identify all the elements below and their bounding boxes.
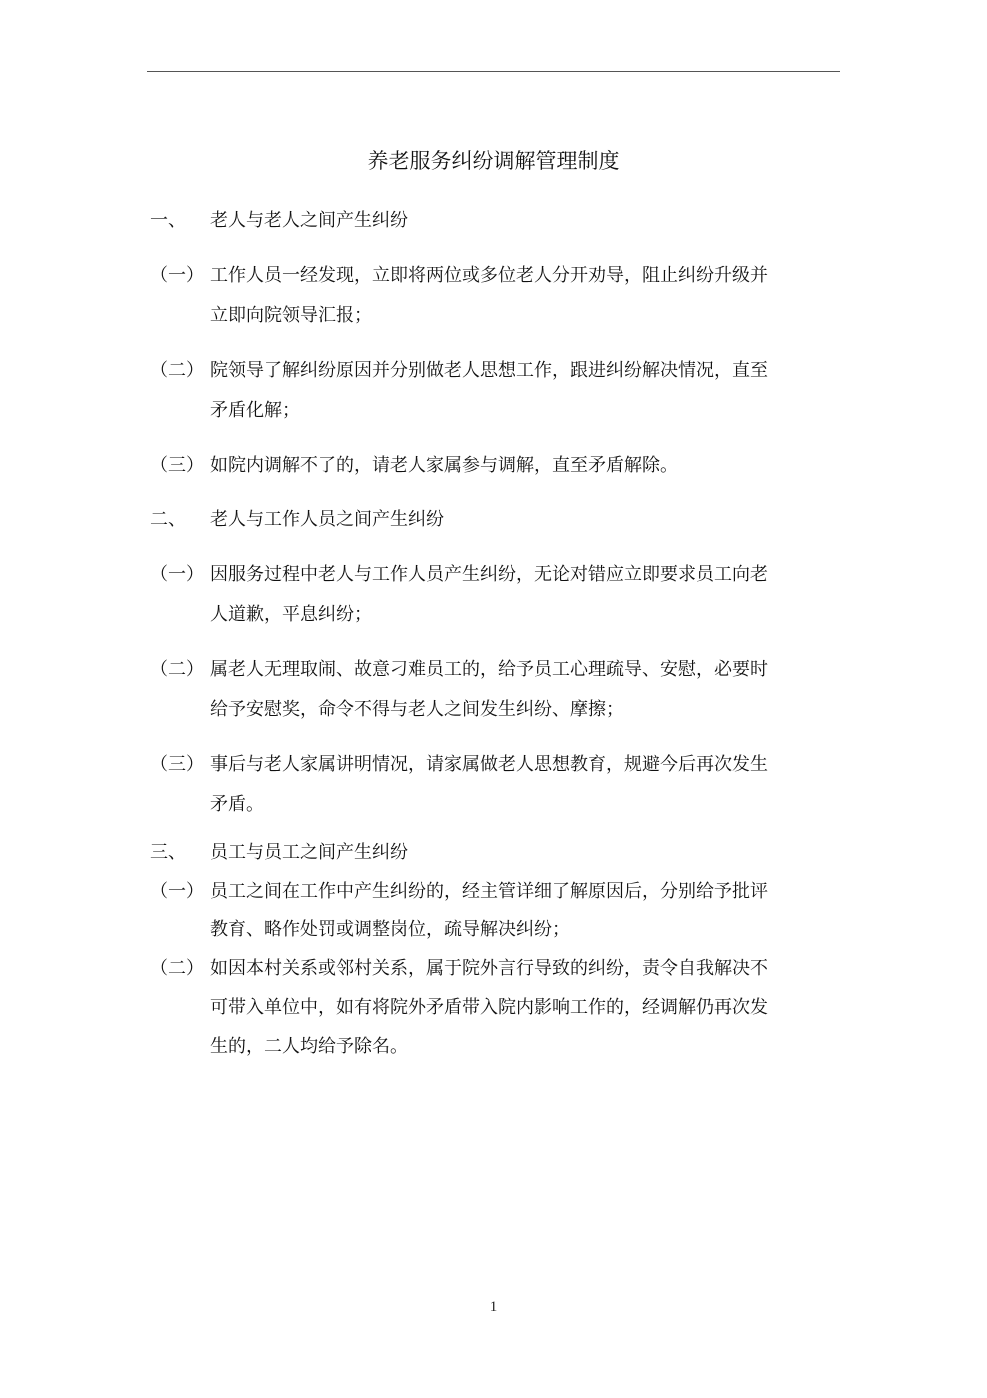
item-line: 员工之间在工作中产生纠纷的，经主管详细了解原因后，分别给予批评 [210,881,768,902]
item-line: 事后与老人家属讲明情况，请家属做老人思想教育，规避今后再次发生 [210,754,768,775]
list-item [150,751,840,819]
item-line: 工作人员一经发现，立即将两位或多位老人分开劝导，阻止纠纷升级并 [210,265,768,286]
item-line: 立即向院领导汇报； [210,305,372,326]
section-number: 三、 [150,842,186,863]
section-heading-2 [150,506,444,534]
item-line: 矛盾化解； [210,400,300,421]
list-item [150,656,840,724]
item-line: 矛盾。 [210,794,264,815]
list-item [150,955,840,1061]
item-line: 可带入单位中，如有将院外矛盾带入院内影响工作的，经调解仍再次发 [210,997,768,1018]
document-title: 养老服务纠纷调解管理制度 [367,149,620,173]
section-heading-3 [150,839,408,867]
item-line: 属老人无理取闹、故意刁难员工的，给予员工心理疏导、安慰，必要时 [210,659,768,680]
item-line: 给予安慰奖，命令不得与老人之间发生纠纷、摩擦； [210,699,624,720]
item-line: 如因本村关系或邻村关系，属于院外言行导致的纠纷，责令自我解决不 [210,958,768,979]
header-rule [147,71,840,72]
item-line: 因服务过程中老人与工作人员产生纠纷，无论对错应立即要求员工向老 [210,564,768,585]
item-marker: （三） [150,455,204,476]
list-item [150,262,840,330]
section-title: 员工与员工之间产生纠纷 [210,842,408,863]
section-title: 老人与工作人员之间产生纠纷 [210,509,444,530]
item-line: 人道歉，平息纠纷； [210,604,372,625]
item-line: 教育、略作处罚或调整岗位，疏导解决纠纷； [210,919,570,940]
section-number: 二、 [150,509,186,530]
list-item [150,878,840,946]
list-item [150,357,840,425]
page-number: 1 [489,1299,498,1315]
item-line: 生的，二人均给予除名。 [210,1036,408,1057]
item-line: 院领导了解纠纷原因并分别做老人思想工作，跟进纠纷解决情况，直至 [210,360,768,381]
item-marker: （二） [150,958,204,979]
item-marker: （一） [150,881,204,902]
item-line: 如院内调解不了的，请老人家属参与调解，直至矛盾解除。 [210,455,678,476]
item-marker: （二） [150,659,204,680]
section-title: 老人与老人之间产生纠纷 [210,210,408,231]
section-heading-1 [150,207,408,235]
item-marker: （一） [150,564,204,585]
item-marker: （三） [150,754,204,775]
item-marker: （二） [150,360,204,381]
section-number: 一、 [150,210,186,231]
list-item [150,561,840,629]
list-item [150,452,840,480]
item-marker: （一） [150,265,204,286]
